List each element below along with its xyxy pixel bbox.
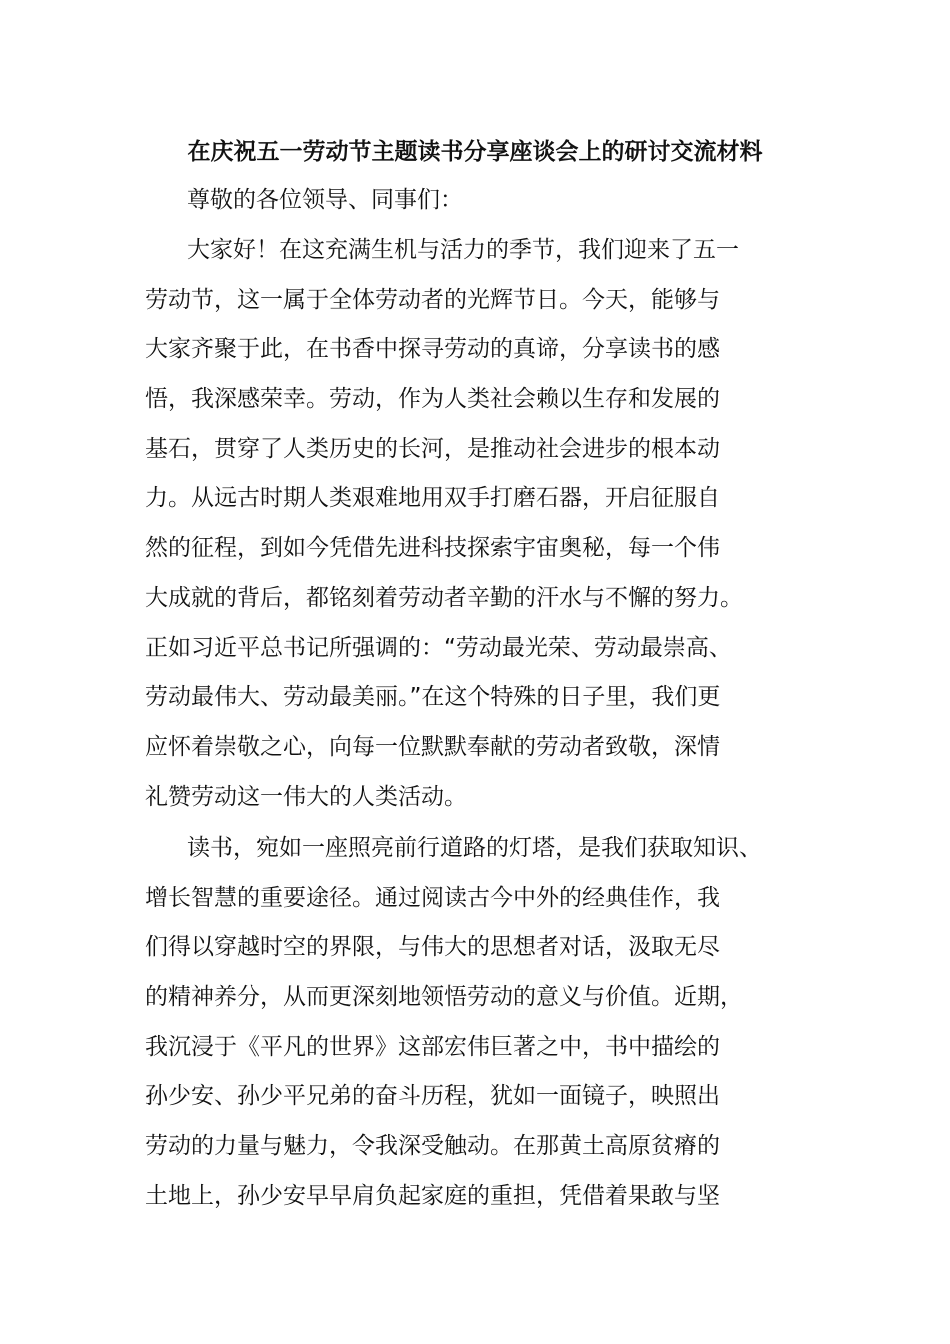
- document-title: 在庆祝五一劳动节主题读书分享座谈会上的研讨交流材料: [187, 139, 763, 165]
- paragraph-line: 大成就的背后，都铭刻着劳动者辛勤的汗水与不懈的努力。: [145, 584, 743, 611]
- paragraph-intro: [145, 226, 825, 822]
- paragraph-line: 我沉浸于《平凡的世界》这部宏伟巨著之中，书中描绘的: [145, 1033, 720, 1060]
- paragraph-line: 大家好！在这充满生机与活力的季节，我们迎来了五一: [187, 237, 739, 263]
- paragraph-line: 基石，贯穿了人类历史的长河，是推动社会进步的根本动: [145, 435, 720, 462]
- paragraph-line: 劳动最伟大、劳动最美丽。”在这个特殊的日子里，我们更: [145, 684, 721, 711]
- paragraph-line: 劳动节，这一属于全体劳动者的光辉节日。今天，能够与: [145, 286, 720, 313]
- paragraph-line: 正如习近平总书记所强调的：“劳动最光荣、劳动最崇高、: [145, 634, 732, 661]
- paragraph-line: 土地上，孙少安早早肩负起家庭的重担，凭借着果敢与坚: [145, 1182, 720, 1209]
- paragraph-reading: [145, 824, 825, 1222]
- greeting-line: 尊敬的各位领导、同事们：: [187, 187, 463, 213]
- paragraph-line: 增长智慧的重要途径。通过阅读古今中外的经典佳作，我: [145, 884, 720, 911]
- paragraph-line: 的精神养分，从而更深刻地领悟劳动的意义与价值。近期，: [145, 984, 743, 1011]
- paragraph-line: 读书，宛如一座照亮前行道路的灯塔，是我们获取知识、: [187, 835, 762, 861]
- paragraph-line: 劳动的力量与魅力，令我深受触动。在那黄土高原贫瘠的: [145, 1133, 720, 1160]
- paragraph-line: 应怀着崇敬之心，向每一位默默奉献的劳动者致敬，深情: [145, 733, 720, 760]
- paragraph-line: 悟，我深感荣幸。劳动，作为人类社会赖以生存和发展的: [145, 386, 720, 413]
- paragraph-line: 礼赞劳动这一伟大的人类活动。: [145, 783, 467, 810]
- paragraph-line: 力。从远古时期人类艰难地用双手打磨石器，开启征服自: [145, 485, 720, 512]
- paragraph-line: 大家齐聚于此，在书香中探寻劳动的真谛，分享读书的感: [145, 336, 720, 363]
- paragraph-line: 孙少安、孙少平兄弟的奋斗历程，犹如一面镜子，映照出: [145, 1083, 720, 1110]
- paragraph-line: 们得以穿越时空的界限，与伟大的思想者对话，汲取无尽: [145, 934, 720, 961]
- paragraph-line: 然的征程，到如今凭借先进科技探索宇宙奥秘，每一个伟: [145, 535, 720, 562]
